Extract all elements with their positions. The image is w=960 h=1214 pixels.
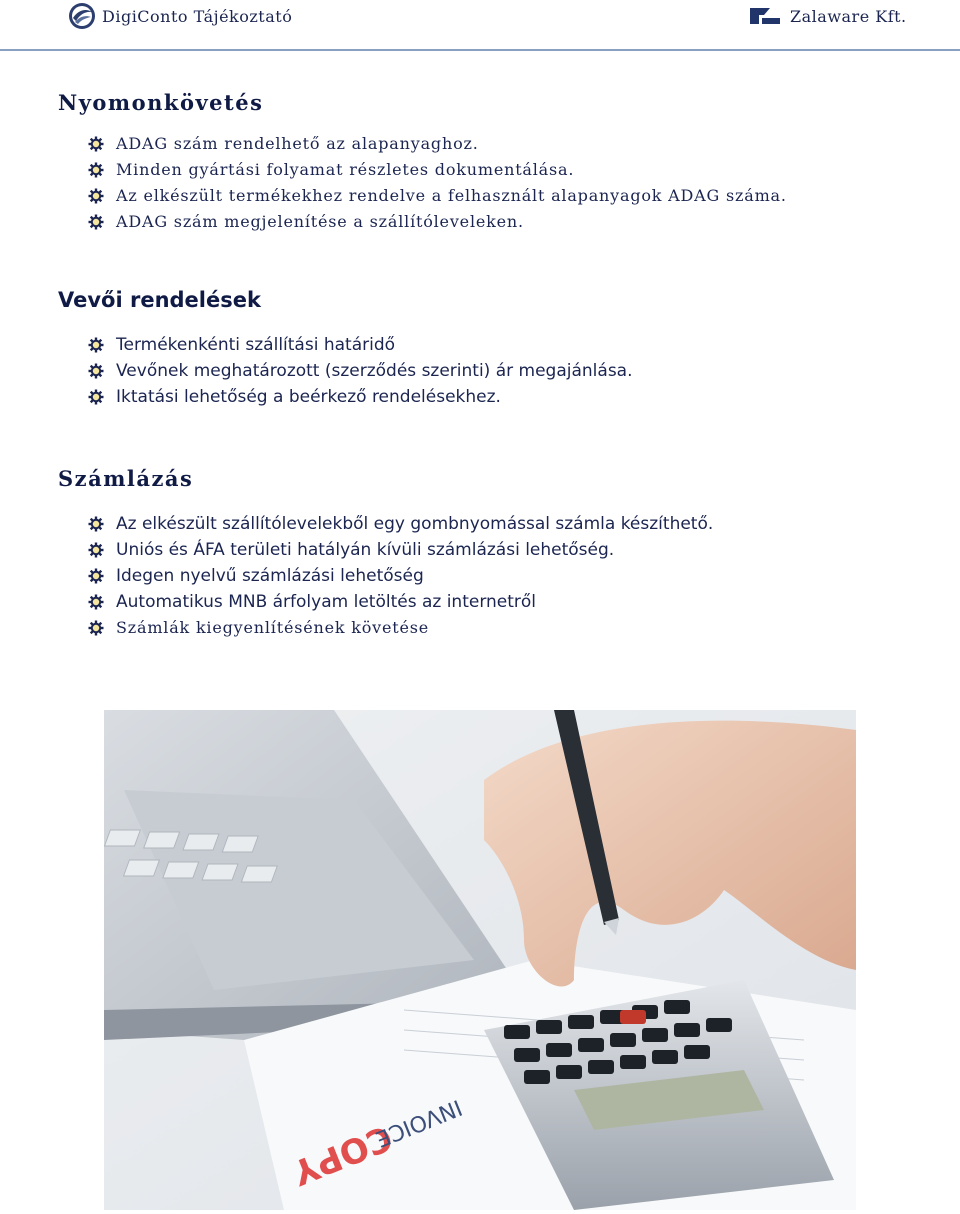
globe-logo-icon: [68, 2, 96, 30]
header-divider: [0, 49, 960, 51]
section-title: Vevői rendelések: [58, 288, 261, 312]
section-nyomonkovetes: [58, 90, 938, 235]
gear-bullet-icon: [88, 214, 104, 230]
list-item-text: Az elkészült szállítólevelekből egy gombnyomással számla készíthető.: [116, 514, 714, 534]
invoice-text: INVOICE: [371, 1093, 466, 1152]
list-item: [58, 589, 938, 615]
list-item: [58, 131, 938, 157]
gear-bullet-icon: [88, 594, 104, 610]
list-item-text: ADAG szám rendelhető az alapanyaghoz.: [116, 134, 479, 153]
list-item: [58, 157, 938, 183]
list-item-text: Automatikus MNB árfolyam letöltés az internetről: [116, 592, 537, 612]
gear-bullet-icon: [88, 568, 104, 584]
list-item-text: Minden gyártási folyamat részletes dokumentálása.: [116, 160, 575, 179]
list-item-text: Iktatási lehetőség a beérkező rendelésekhez.: [116, 387, 501, 407]
gear-bullet-icon: [88, 162, 104, 178]
list-item-text: Vevőnek meghatározott (szerződés szerinti) ár megajánlása.: [116, 361, 633, 381]
list-item-text: Számlák kiegyenlítésének követése: [116, 618, 430, 637]
list-item: [58, 209, 938, 235]
list-item: [58, 183, 938, 209]
list-item-text: Az elkészült termékekhez rendelve a felhasznált alapanyagok ADAG száma.: [116, 186, 787, 205]
gear-bullet-icon: [88, 516, 104, 532]
gear-bullet-icon: [88, 337, 104, 353]
header-title: DigiConto Tájékoztató: [102, 7, 293, 26]
page-header: [0, 0, 960, 50]
bullet-list: [58, 511, 938, 641]
zalaware-logo-icon: [750, 6, 780, 26]
gear-bullet-icon: [88, 188, 104, 204]
section-szamlazas: [58, 466, 938, 641]
gear-bullet-icon: [88, 620, 104, 636]
list-item-text: Termékenkénti szállítási határidő: [116, 335, 396, 355]
list-item-text: Idegen nyelvű számlázási lehetőség: [116, 566, 424, 586]
gear-bullet-icon: [88, 136, 104, 152]
bullet-list: [58, 332, 938, 410]
list-item: [58, 384, 938, 410]
section-vevoi-rendelesek: [58, 288, 938, 410]
list-item: [58, 563, 938, 589]
list-item-text: ADAG szám megjelenítése a szállítóleveleken.: [116, 212, 524, 231]
photo-illustration: [104, 710, 856, 1210]
bullet-list: [58, 131, 938, 235]
copy-text: COPY: [286, 1116, 398, 1193]
section-title: Számlázás: [58, 466, 194, 491]
list-item: [58, 615, 938, 641]
list-item: [58, 332, 938, 358]
calculator-photo: [104, 710, 856, 1210]
gear-bullet-icon: [88, 389, 104, 405]
section-title: Nyomonkövetés: [58, 90, 264, 115]
list-item: [58, 358, 938, 384]
header-company: Zalaware Kft.: [790, 7, 907, 26]
list-item: [58, 537, 938, 563]
list-item: [58, 511, 938, 537]
gear-bullet-icon: [88, 363, 104, 379]
list-item-text: Uniós és ÁFA területi hatályán kívüli számlázási lehetőség.: [116, 540, 615, 560]
gear-bullet-icon: [88, 542, 104, 558]
